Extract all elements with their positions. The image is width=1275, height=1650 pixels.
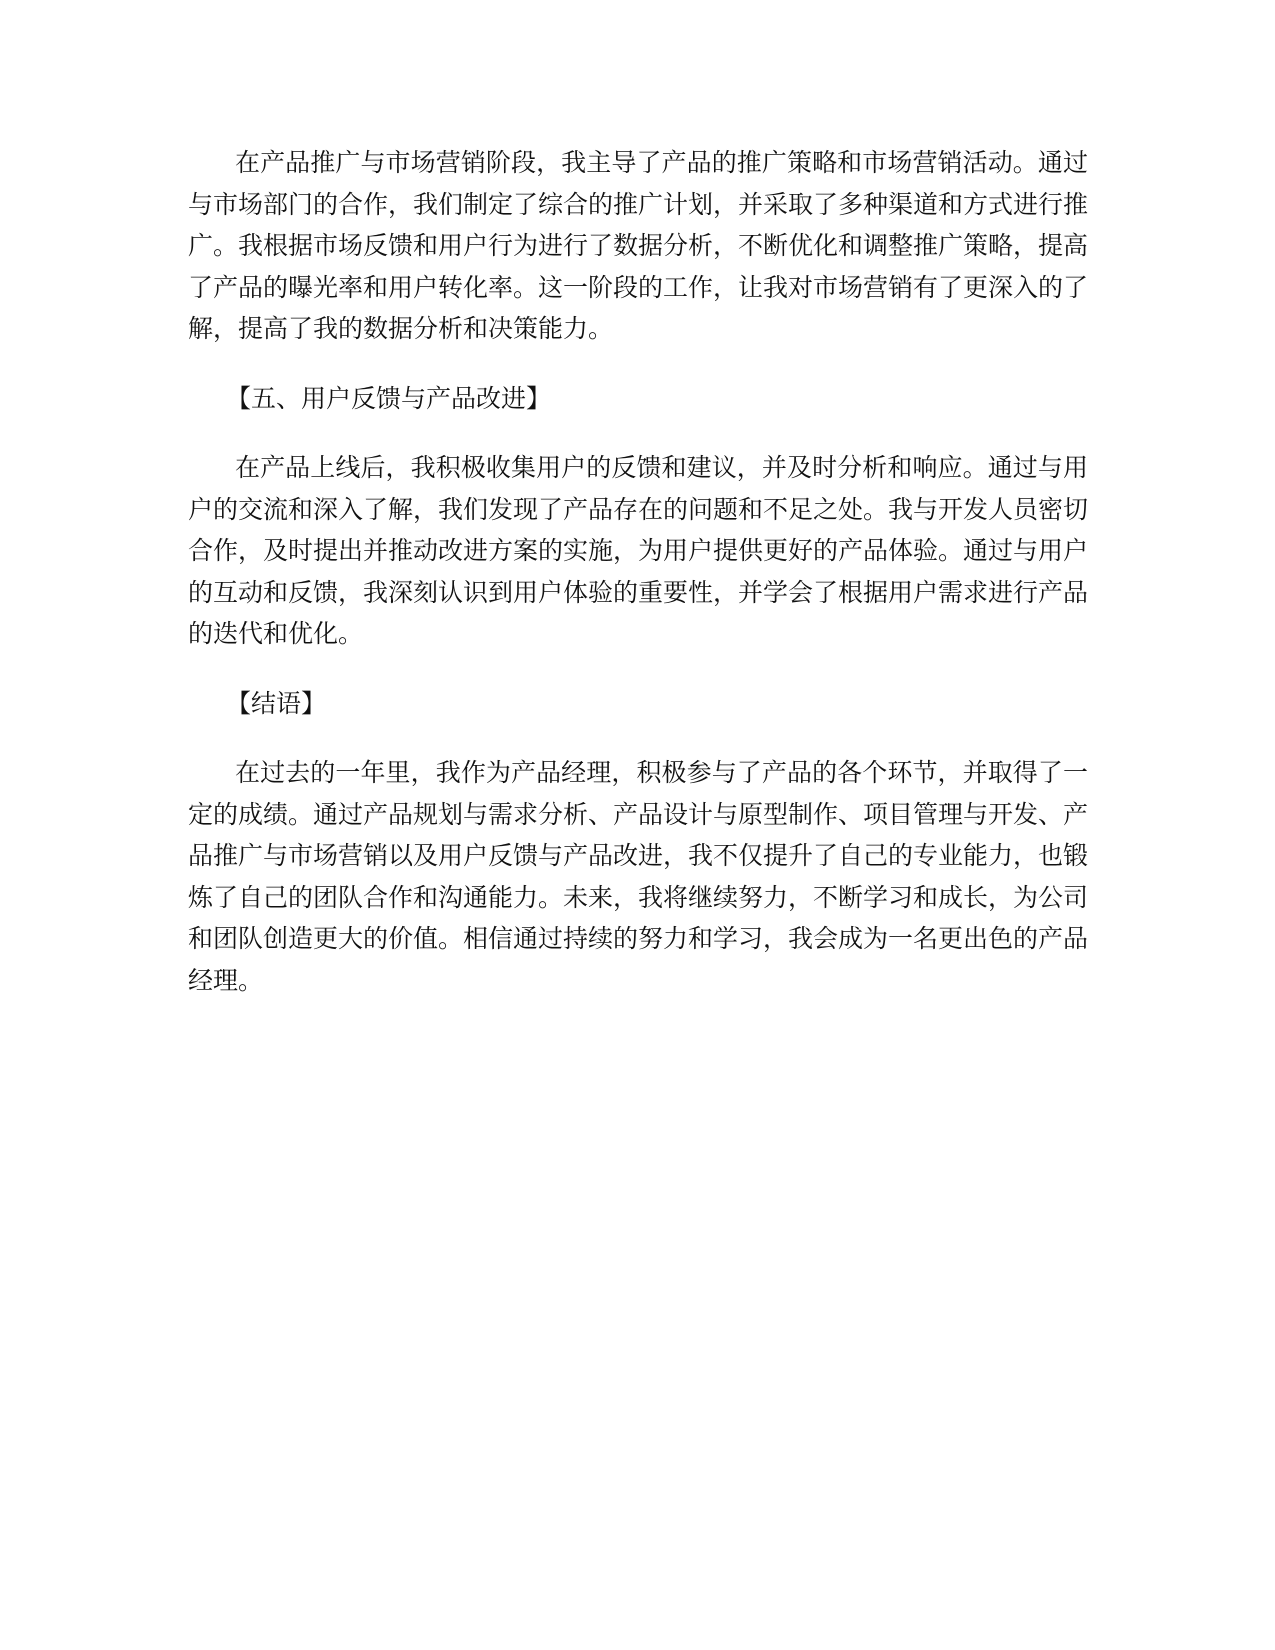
paragraph-marketing: 在产品推广与市场营销阶段，我主导了产品的推广策略和市场营销活动。通过与市场部门的合作，我们制定了综合的推广计划，并采取了多种渠道和方式进行推广。我根据市场反馈和用户行为进行了数据分析，不断优化和调整推广策略，提高了产品的曝光率和用户转化率。这一阶段的工作，让我对市场营销有了更深入的了解，提高了我的数据分析和决策能力。	[188, 148, 1089, 343]
section-heading-feedback: 【五、用户反馈与产品改进】	[226, 383, 552, 413]
document-body	[188, 142, 1088, 1029]
paragraph-conclusion: 在过去的一年里，我作为产品经理，积极参与了产品的各个环节，并取得了一定的成绩。通过产品规划与需求分析、产品设计与原型制作、项目管理与开发、产品推广与市场营销以及用户反馈与产品改进，我不仅提升了自己的专业能力，也锻炼了自己的团队合作和沟通能力。未来，我将继续努力，不断学习和成长，为公司和团队创造更大的价值。相信通过持续的努力和学习，我会成为一名更出色的产品经理。	[188, 758, 1089, 995]
section-heading-conclusion: 【结语】	[226, 688, 327, 718]
paragraph-feedback: 在产品上线后，我积极收集用户的反馈和建议，并及时分析和响应。通过与用户的交流和深入了解，我们发现了产品存在的问题和不足之处。我与开发人员密切合作，及时提出并推动改进方案的实施，为用户提供更好的产品体验。通过与用户的互动和反馈，我深刻认识到用户体验的重要性，并学会了根据用户需求进行产品的迭代和优化。	[188, 453, 1089, 648]
